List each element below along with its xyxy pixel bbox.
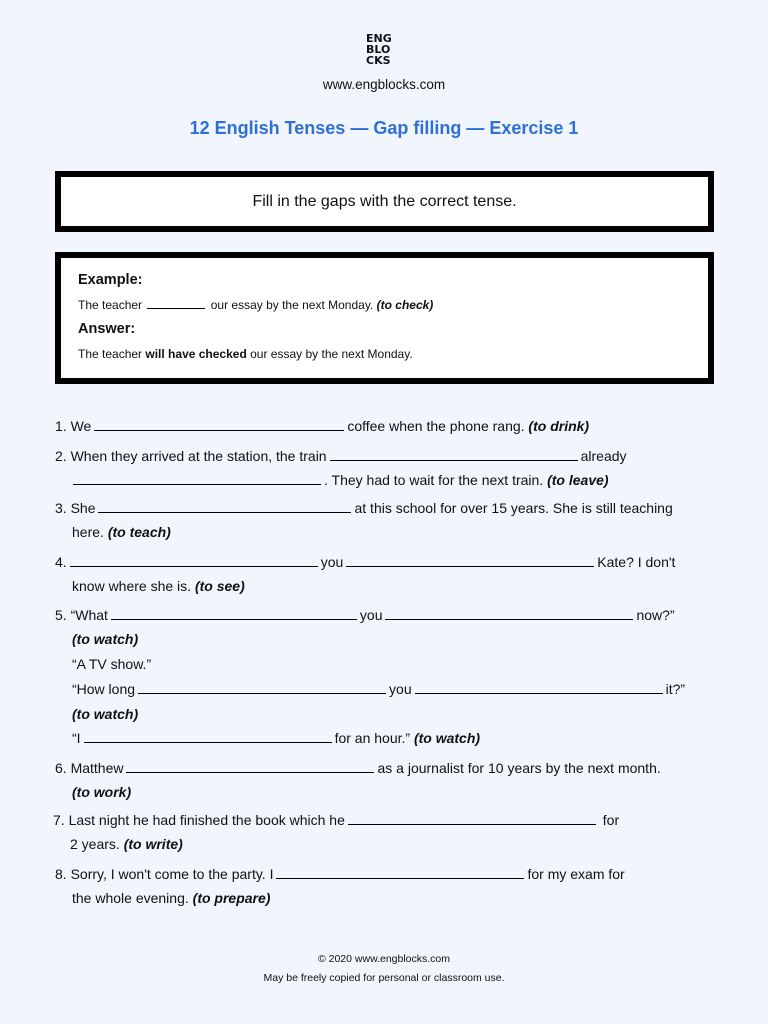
q5-blank-4[interactable] xyxy=(415,680,663,694)
q3-pre: 3. She xyxy=(55,500,96,516)
exercise-1-line xyxy=(55,417,589,435)
q5-hint-3: (to watch) xyxy=(413,730,481,746)
exercise-6-line xyxy=(55,759,661,777)
q4-mid: you xyxy=(320,554,344,570)
exercise-3-line xyxy=(55,499,673,517)
logo-line: CKS xyxy=(366,54,391,67)
q8-post: for my exam for xyxy=(527,866,625,882)
example-box xyxy=(55,252,714,384)
q5-blank-2[interactable] xyxy=(385,606,633,620)
exercise-5-hint-1 xyxy=(72,630,138,648)
q8-blank[interactable] xyxy=(276,865,524,879)
q7-pre: 7. Last night he had finished the book which he xyxy=(53,812,345,828)
q3-post: at this school for over 15 years. She is still teaching xyxy=(354,500,673,516)
exercise-6-hint xyxy=(72,783,131,801)
q1-hint: (to drink) xyxy=(528,418,590,434)
q5-blank-5[interactable] xyxy=(84,729,332,743)
q4-pre: 4. xyxy=(55,554,67,570)
exercise-5-line-3 xyxy=(72,729,480,747)
example-blank xyxy=(147,298,205,309)
exercise-2-line xyxy=(55,447,627,465)
exercise-5-line xyxy=(55,606,675,624)
q1-blank[interactable] xyxy=(94,417,344,431)
q2-blank-1[interactable] xyxy=(330,447,578,461)
exercise-2-line-2 xyxy=(70,471,609,489)
q5-post-3: for an hour.” xyxy=(334,730,411,746)
exercise-4-line xyxy=(55,553,675,571)
page-title: 12 English Tenses — Gap filling — Exercise 1 xyxy=(189,118,579,138)
q5-pre: 5. “What xyxy=(55,607,108,623)
q8-hint: (to prepare) xyxy=(192,890,271,906)
q4-cont: know where she is. xyxy=(72,578,192,594)
answer-verb: will have checked xyxy=(145,347,247,361)
q2-mid: already xyxy=(580,448,627,464)
exercise-4-line-2 xyxy=(72,577,245,595)
q2-pre: 2. When they arrived at the station, the train xyxy=(55,448,327,464)
answer-sentence xyxy=(78,347,413,361)
exercise-5-hint-2 xyxy=(72,705,138,723)
q1-post: coffee when the phone rang. xyxy=(347,418,525,434)
logo-line: ENG xyxy=(366,32,392,45)
exercise-7-line-2 xyxy=(70,835,183,853)
q6-hint: (to work) xyxy=(72,784,132,800)
q7-cont: 2 years. xyxy=(70,836,120,852)
q2-post: . They had to wait for the next train. xyxy=(324,472,544,488)
footer-copyright: © 2020 www.engblocks.com xyxy=(317,953,451,965)
q3-hint: (to teach) xyxy=(107,524,171,540)
instruction-text: Fill in the gaps with the correct tense. xyxy=(252,192,517,210)
q5-mid: you xyxy=(359,607,383,623)
q5-pre-2: “How long xyxy=(72,681,136,697)
q2-hint: (to leave) xyxy=(547,472,609,488)
q8-cont: the whole evening. xyxy=(72,890,189,906)
q7-hint: (to write) xyxy=(123,836,183,852)
q5-post-2: it?” xyxy=(665,681,686,697)
q4-hint: (to see) xyxy=(194,578,245,594)
q5-blank-1[interactable] xyxy=(111,606,357,620)
answer-label: Answer: xyxy=(78,321,136,337)
q5-mid-2: you xyxy=(389,681,412,697)
q2-blank-2[interactable] xyxy=(73,471,321,485)
answer-pre: The teacher xyxy=(78,347,143,361)
q5-hint-2: (to watch) xyxy=(72,706,139,722)
q3-cont: here. xyxy=(72,524,104,540)
q5-hint-1: (to watch) xyxy=(72,631,139,647)
q5-pre-3: “I xyxy=(72,730,81,746)
engblocks-logo xyxy=(366,33,402,66)
site-url: www.engblocks.com xyxy=(322,77,446,92)
exercise-7-line xyxy=(53,811,619,829)
q6-pre: 6. Matthew xyxy=(55,760,124,776)
q6-blank[interactable] xyxy=(126,759,374,773)
q4-blank-2[interactable] xyxy=(346,553,594,567)
exercise-8-line-2 xyxy=(72,889,270,907)
q5-blank-3[interactable] xyxy=(138,680,386,694)
q6-post: as a journalist for 10 years by the next month. xyxy=(377,760,661,776)
example-pre: The teacher xyxy=(78,298,143,312)
exercise-5-line-2 xyxy=(72,680,685,698)
answer-post: our essay by the next Monday. xyxy=(250,347,413,361)
exercise-3-line-2 xyxy=(72,523,171,541)
q8-pre: 8. Sorry, I won't come to the party. I xyxy=(55,866,274,882)
example-sentence xyxy=(78,298,433,312)
q4-blank-1[interactable] xyxy=(70,553,318,567)
q3-blank[interactable] xyxy=(98,499,351,513)
q4-post: Kate? I don't xyxy=(597,554,676,570)
instruction-box xyxy=(55,171,714,232)
footer-license: May be freely copied for personal or classroom use. xyxy=(263,972,505,984)
exercise-8-line xyxy=(55,865,625,883)
exercise-5-reply xyxy=(72,655,151,673)
example-label: Example: xyxy=(78,272,143,288)
q7-blank[interactable] xyxy=(348,811,596,825)
example-hint: (to check) xyxy=(376,298,434,312)
q1-pre: 1. We xyxy=(55,418,92,434)
logo-line: BLO xyxy=(366,43,391,56)
q7-post: for xyxy=(602,812,620,828)
q5-reply: “A TV show.” xyxy=(72,656,152,672)
example-post: our essay by the next Monday. xyxy=(210,298,374,312)
q5-post: now?” xyxy=(636,607,675,623)
